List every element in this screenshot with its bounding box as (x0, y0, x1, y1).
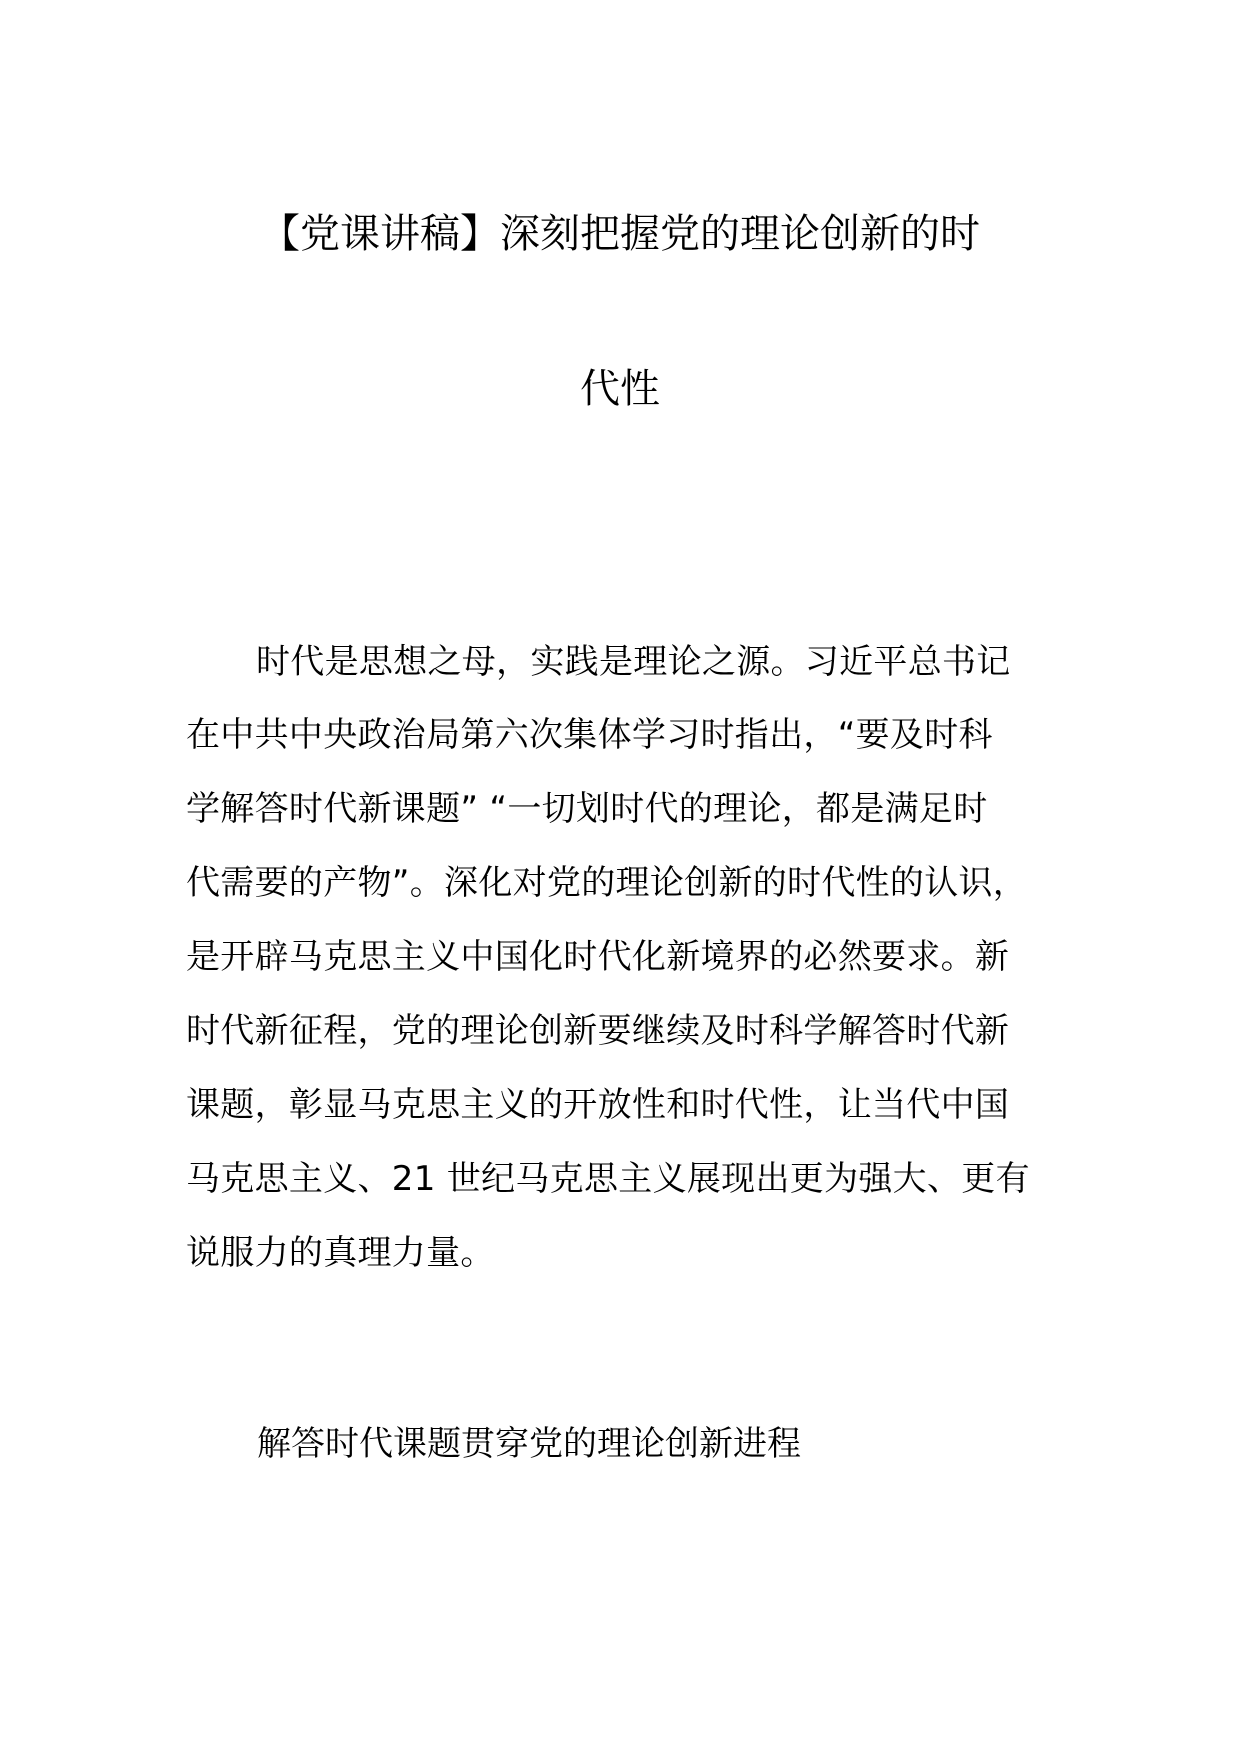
paragraph-line: 学解答时代新课题” “一切划时代的理论，都是满足时 (186, 789, 988, 829)
paragraph-line: 马克思主义、21 世纪马克思主义展现出更为强大、更有 (186, 1159, 1030, 1199)
section-subheading: 解答时代课题贯穿党的理论创新进程 (257, 1424, 801, 1464)
document-title-line-1: 【党课讲稿】深刻把握党的理论创新的时 (260, 211, 980, 257)
paragraph-line: 代需要的产物”。深化对党的理论创新的时代性的认识， (186, 863, 1028, 903)
paragraph-line: 时代新征程，党的理论创新要继续及时科学解答时代新 (186, 1011, 1010, 1051)
paragraph-line: 在中共中央政治局第六次集体学习时指出，“要及时科 (186, 715, 993, 755)
paragraph-line: 课题，彰显马克思主义的开放性和时代性，让当代中国 (186, 1085, 1010, 1125)
paragraph-line: 时代是思想之母，实践是理论之源。习近平总书记 (256, 642, 1011, 682)
paragraph-line: 是开辟马克思主义中国化时代化新境界的必然要求。新 (186, 937, 1010, 977)
paragraph-line: 说服力的真理力量。 (186, 1233, 495, 1273)
document-title-line-2: 代性 (580, 366, 660, 412)
